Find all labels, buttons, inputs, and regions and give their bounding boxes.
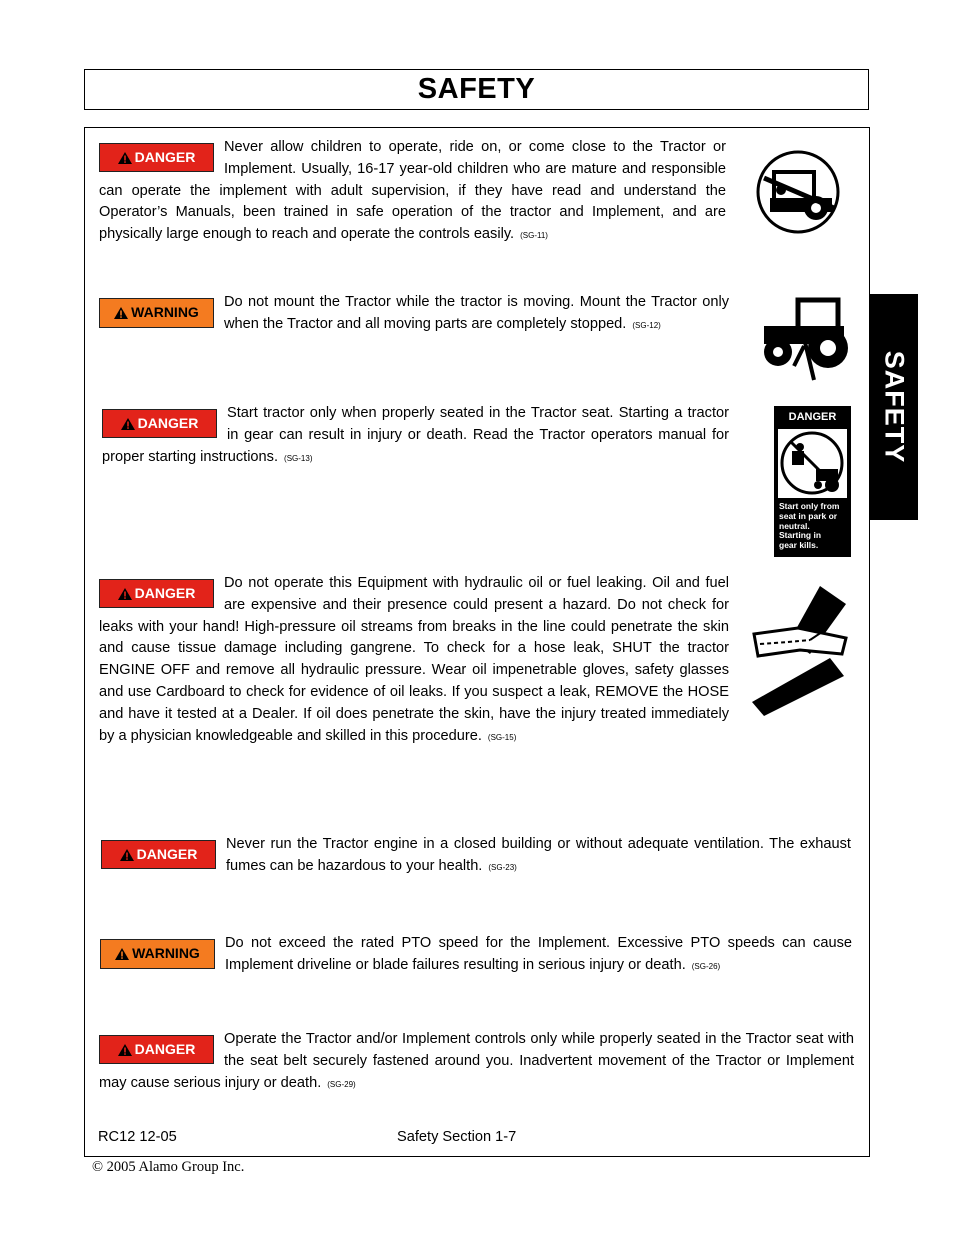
danger-label bbox=[102, 409, 217, 438]
decal-line: Start only from bbox=[779, 501, 840, 511]
footer-section: Safety Section 1-7 bbox=[397, 1129, 517, 1145]
tractor-runover-icon bbox=[758, 296, 852, 384]
decal-label: DANGER bbox=[788, 411, 837, 423]
warning-triangle-icon bbox=[118, 1044, 132, 1056]
page-title: SAFETY bbox=[417, 73, 536, 105]
section-code: (SG-26) bbox=[691, 961, 721, 971]
warning-label bbox=[99, 298, 214, 328]
high-pressure-fluid-icon bbox=[750, 584, 852, 716]
copyright: © 2005 Alamo Group Inc. bbox=[92, 1159, 245, 1175]
side-tab-label: SAFETY bbox=[879, 350, 909, 464]
section-text: Do not exceed the rated PTO speed for the Implement. Excessive PTO speeds can cause Implement driveline or blade failures resulting in serious injury or death. bbox=[225, 935, 852, 973]
label-text: DANGER bbox=[134, 1040, 196, 1057]
safety-section-sg11 bbox=[99, 137, 726, 247]
no-children-riders-icon bbox=[756, 150, 841, 235]
danger-label bbox=[101, 840, 216, 869]
section-code: (SG-29) bbox=[327, 1079, 356, 1089]
warning-triangle-icon bbox=[118, 588, 132, 600]
warning-triangle-icon bbox=[114, 307, 128, 319]
decal-line: Starting in bbox=[779, 530, 822, 541]
label-text: DANGER bbox=[134, 148, 196, 165]
section-code: (SG-13) bbox=[284, 453, 313, 463]
decal-line: neutral. bbox=[779, 520, 810, 531]
side-tab bbox=[869, 294, 918, 520]
decal-text bbox=[779, 502, 839, 551]
section-code: (SG-15) bbox=[487, 732, 517, 742]
label-text: DANGER bbox=[136, 845, 198, 862]
safety-section-sg23 bbox=[101, 834, 851, 879]
warning-triangle-icon bbox=[115, 948, 129, 960]
section-text: Never run the Tractor engine in a closed building or without adequate ventilation. The exhaust fumes can be hazardous to your health. bbox=[226, 836, 851, 874]
danger-label bbox=[99, 1035, 214, 1064]
warning-label bbox=[100, 939, 215, 969]
safety-section-sg26 bbox=[100, 933, 852, 978]
safety-section-sg29 bbox=[99, 1029, 854, 1095]
label-text: DANGER bbox=[134, 584, 196, 601]
label-text: WARNING bbox=[132, 945, 200, 962]
decal-line: gear kills. bbox=[779, 540, 819, 551]
label-text: WARNING bbox=[131, 304, 199, 321]
footer-model: RC12 12-05 bbox=[98, 1129, 177, 1145]
decal-line: seat in park or bbox=[779, 510, 838, 521]
section-text: Do not operate this Equipment with hydraulic oil or fuel leaking. Oil and fuel are expensive and their presence could present a hazard. Do not check for leaks with your hand! High-pressure oil streams from breaks in the line could penetrate the skin and cause tissue damage including gangrene. To check for a hose leak, SHUT the tractor ENGINE OFF and remove all hydraulic pressure. Wear oil impenetrable gloves, safety glasses and use Cardboard to check for evidence of oil leaks. If you suspect a leak, REMOVE the HOSE and have it tested at a Dealer. If oil does penetrate the skin, have the injury treated immediately by a physician knowledgeable and skilled in this procedure. bbox=[99, 575, 729, 744]
label-text: DANGER bbox=[137, 414, 199, 431]
safety-section-sg12 bbox=[99, 292, 729, 337]
safety-section-sg13 bbox=[102, 403, 729, 469]
section-code: (SG-12) bbox=[632, 320, 661, 330]
header-box bbox=[84, 69, 869, 110]
section-code: (SG-11) bbox=[520, 231, 548, 241]
danger-label bbox=[99, 143, 214, 172]
section-text: Start tractor only when properly seated in the Tractor seat. Starting a tractor in gear can result in injury or death. Read the Tractor operators manual for proper starting instructions. bbox=[102, 405, 729, 465]
section-text: Operate the Tractor and/or Implement controls only while properly seated in the Tractor seat with the seat belt securely fastened around you. Inadvertent movement of the Tractor or Implement may cause serious injury or death. bbox=[99, 1031, 854, 1091]
section-text: Never allow children to operate, ride on, or come close to the Tractor or Implement. Usually, 16-17 year-old children who are mature and responsible can operate the implement with adult supervision, if they have read and understand the Operator’s Manuals, been trained in safe operation of the tractor and Implement, and are physically large enough to reach and operate the controls easily. bbox=[99, 139, 726, 243]
start-from-seat-decal bbox=[774, 406, 851, 557]
safety-section-sg15 bbox=[99, 573, 729, 748]
section-code: (SG-23) bbox=[488, 862, 517, 872]
warning-triangle-icon bbox=[120, 849, 134, 861]
warning-triangle-icon bbox=[121, 418, 135, 430]
warning-triangle-icon bbox=[118, 152, 132, 164]
section-text: Do not mount the Tractor while the tractor is moving. Mount the Tractor only when the Tractor and all moving parts are completely stopped. bbox=[224, 294, 729, 332]
danger-label bbox=[99, 579, 214, 608]
no-ground-start-icon bbox=[778, 429, 847, 498]
